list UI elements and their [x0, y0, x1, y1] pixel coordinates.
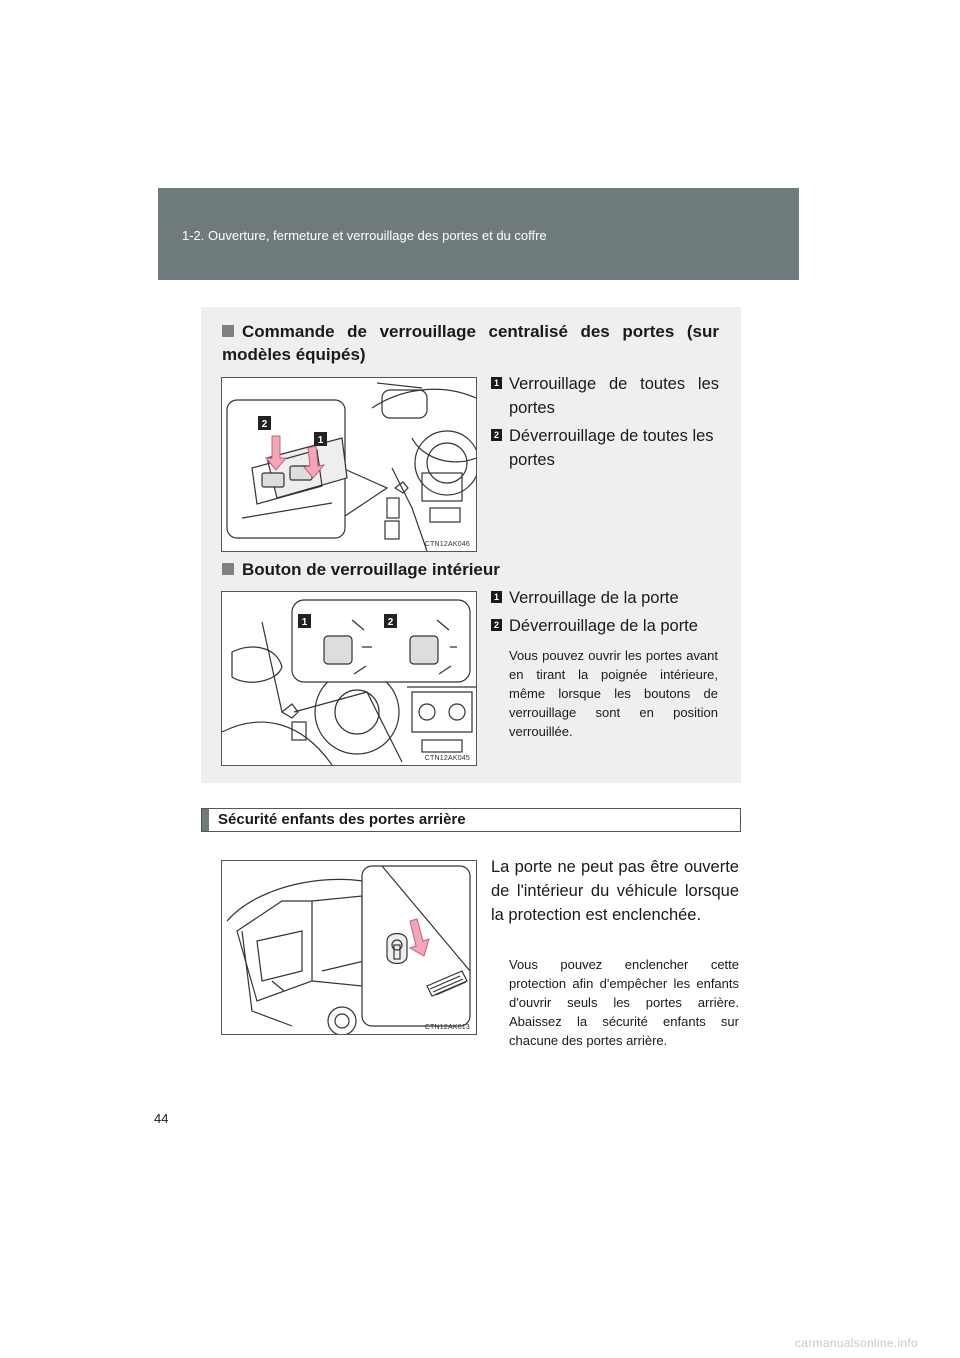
- item-text: Déverrouillage de toutes les portes: [509, 427, 714, 469]
- svg-text:1: 1: [317, 435, 324, 446]
- square-bullet-icon: [222, 563, 234, 575]
- section-title-inside-lock-button: Bouton de verrouillage intérieur: [222, 558, 500, 581]
- figure-inside-lock-button: [221, 591, 477, 766]
- section-title-child-lock: [201, 808, 741, 832]
- inside-lock-button-illustration: [222, 592, 476, 765]
- items-inside-lock-button: [491, 586, 719, 642]
- item-text: Verrouillage de la porte: [509, 589, 679, 607]
- list-item: [491, 614, 719, 638]
- number-badge: 1: [491, 591, 502, 603]
- chapter-title: 1-2. Ouverture, fermeture et verrouillage des portes et du coffre: [182, 228, 547, 243]
- list-item: [491, 372, 719, 420]
- square-bullet-icon: [222, 325, 234, 337]
- svg-text:2: 2: [261, 419, 268, 430]
- chapter-header: [158, 188, 799, 280]
- item-text: Déverrouillage de la porte: [509, 617, 698, 635]
- list-item: [491, 586, 719, 610]
- door-lock-switch-illustration: [222, 378, 476, 551]
- figure-code: CTN12AK013: [424, 1024, 470, 1031]
- items-central-locking: [491, 372, 719, 476]
- section-title-text: Sécurité enfants des portes arrière: [218, 811, 466, 828]
- watermark: carmanualsonline.info: [794, 1336, 918, 1350]
- figure-child-safety-lock: [221, 860, 477, 1035]
- number-badge: 1: [491, 377, 502, 389]
- child-lock-description: La porte ne peut pas être ouverte de l'intérieur du véhicule lorsque la protection est enclenchée.: [491, 858, 739, 924]
- figure-code: CTN12AK046: [424, 541, 470, 548]
- list-item: [491, 424, 719, 472]
- number-badge: 2: [491, 619, 502, 631]
- child-lock-illustration: [222, 861, 476, 1034]
- figure-central-lock-switch: [221, 377, 477, 552]
- note-inside-lock: Vous pouvez ouvrir les portes avant en tirant la poignée intérieure, même lorsque les boutons de verrouillage sont en position verrouillée.: [509, 648, 718, 739]
- section-title-central-locking: Commande de verrouillage centralisé des portes (sur modèles équipés): [222, 322, 719, 364]
- number-badge: 2: [491, 429, 502, 441]
- svg-text:2: 2: [387, 617, 394, 628]
- page-number: 44: [154, 1111, 169, 1126]
- title-accent: [202, 809, 209, 831]
- note-child-lock: Vous pouvez enclencher cette protection afin d'empêcher les enfants d'ouvrir seuls les portes arrière. Abaissez la sécurité enfants sur chacune des portes arrière.: [509, 957, 739, 1048]
- item-text: Verrouillage de toutes les portes: [509, 375, 719, 417]
- figure-code: CTN12AK045: [424, 755, 470, 762]
- svg-text:1: 1: [301, 617, 308, 628]
